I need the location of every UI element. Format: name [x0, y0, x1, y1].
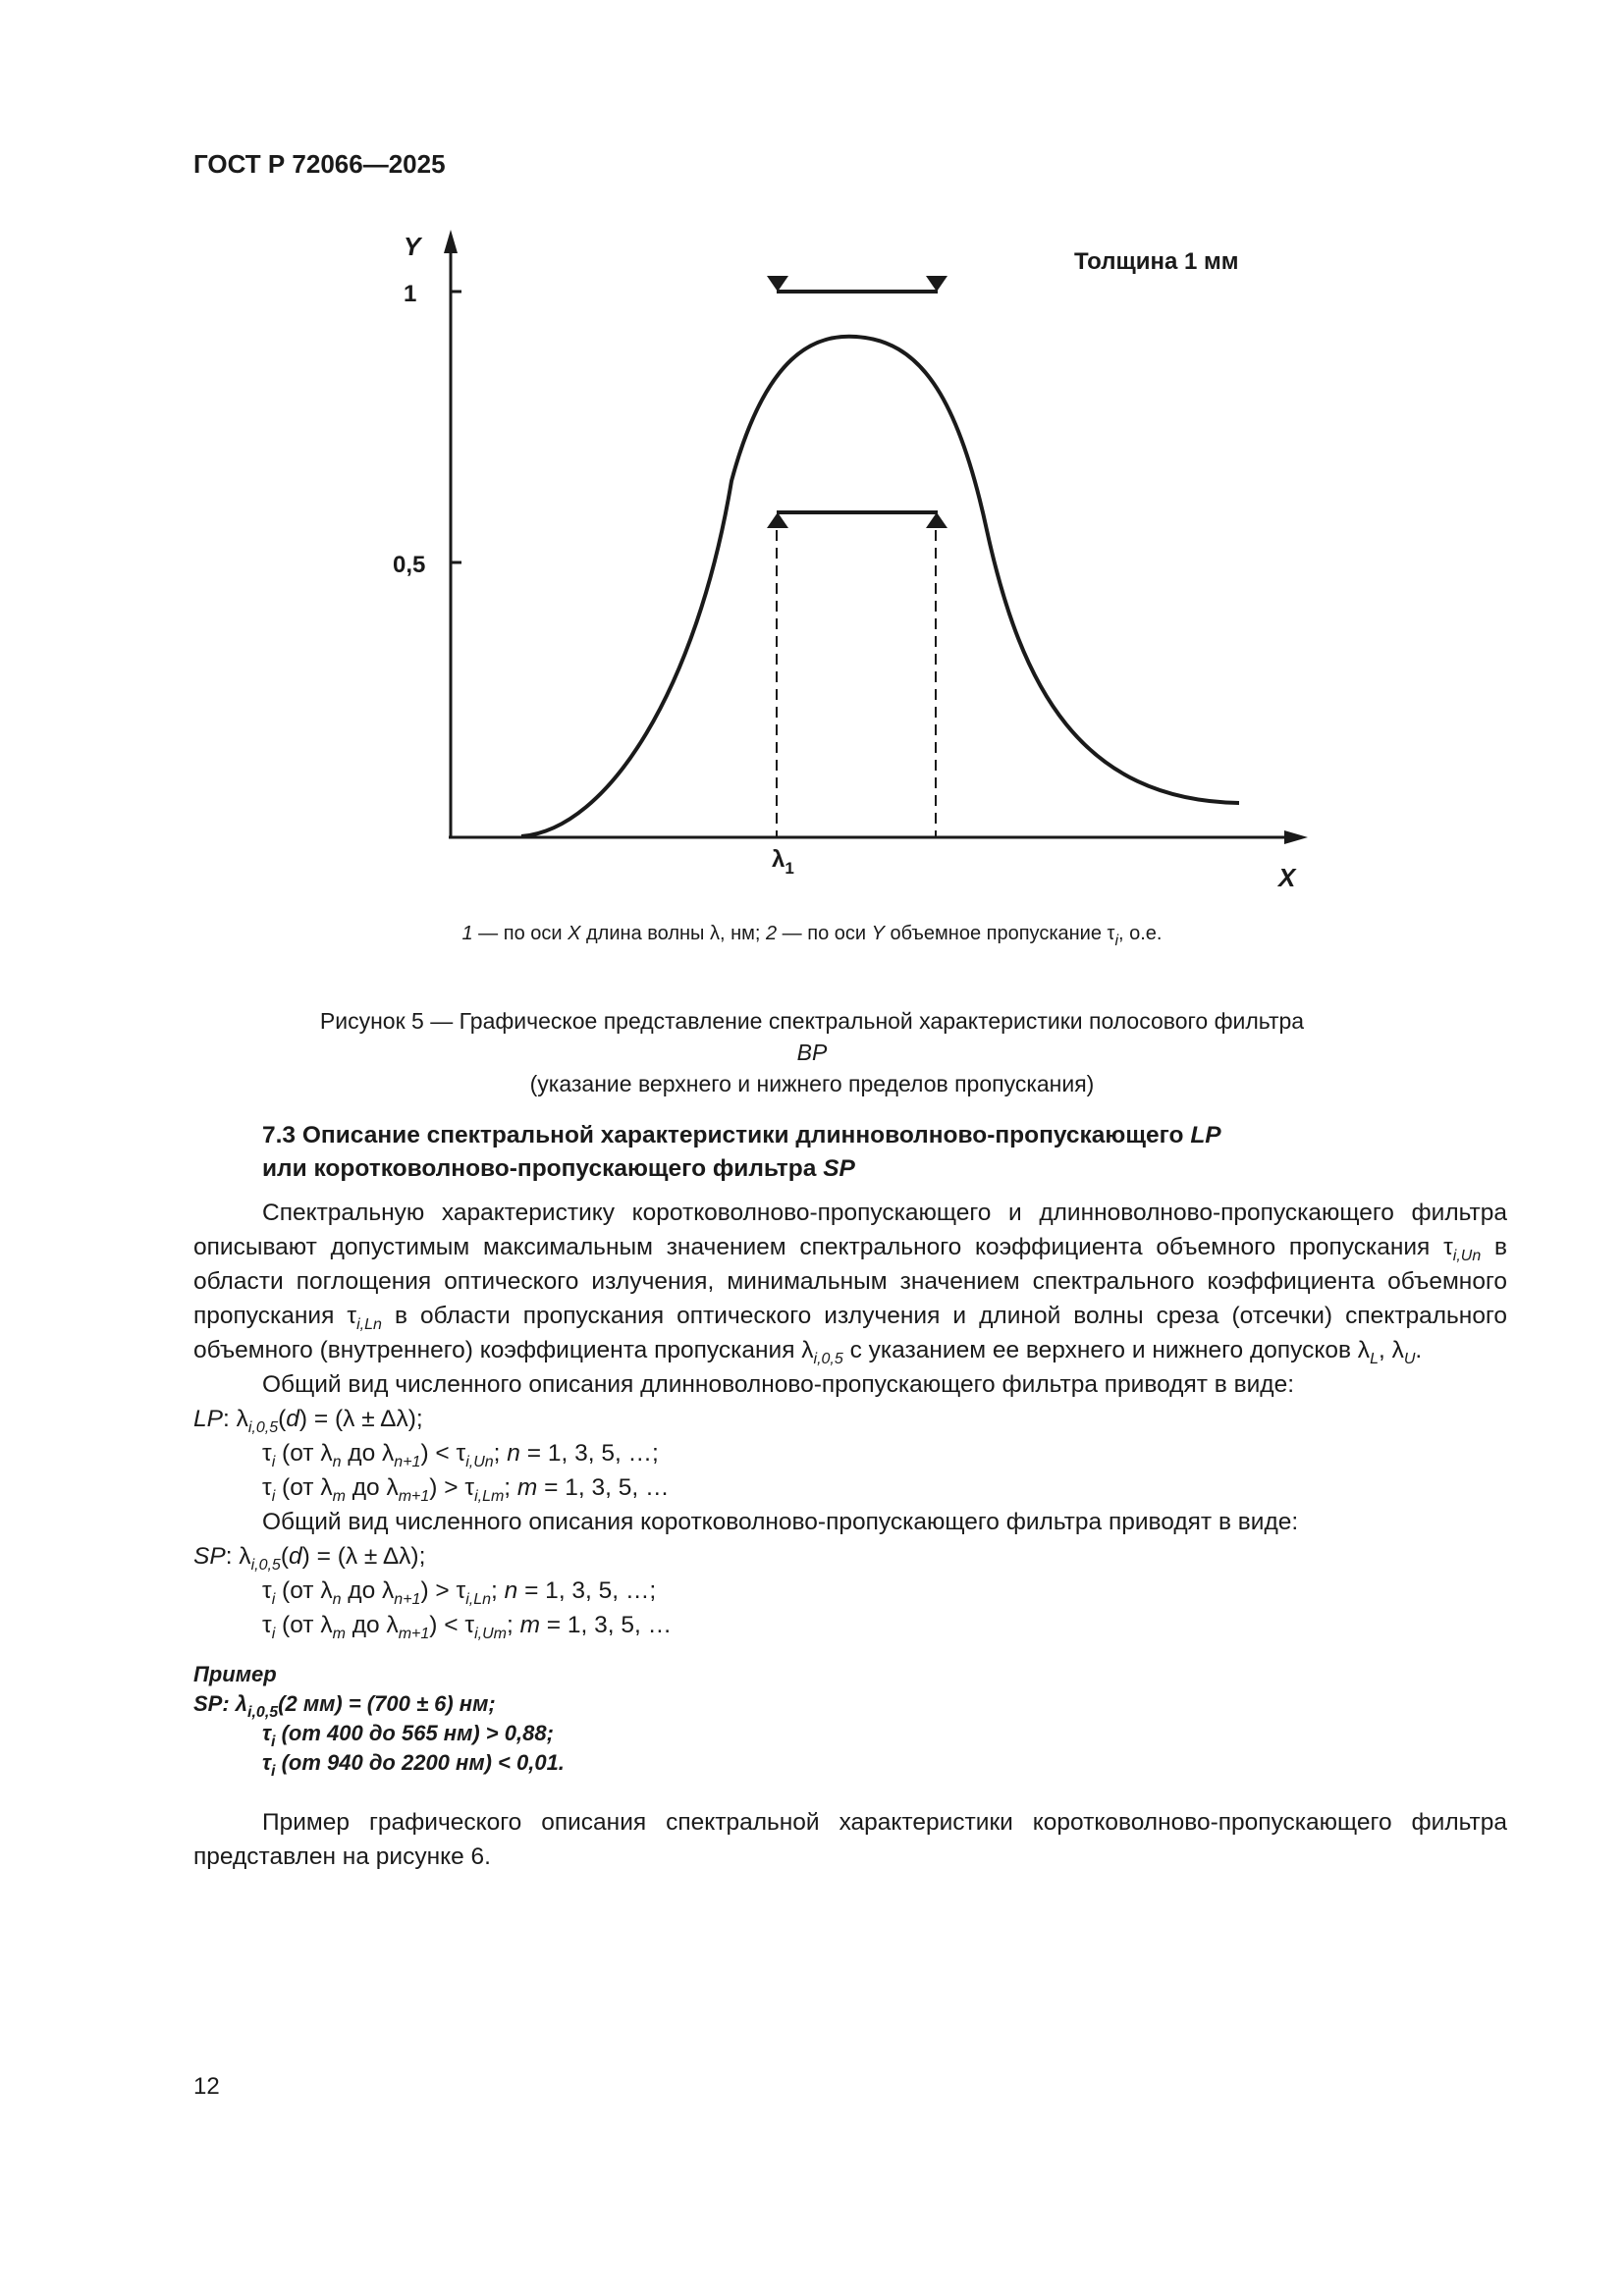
lower-limit-right-marker — [926, 512, 947, 528]
lp-formula: LP: $\lambda_{i,0,5}(d) = (\lambda \pm \Delta\lambda)$; — [193, 1406, 423, 1436]
transmission-curve — [521, 337, 1239, 836]
sp-condition-2: $\tau_i$ (от $\lambda_m$ до $\lambda_{m+1}) < \tau_{i,Um}$; m = 1, 3, 5, … — [262, 1612, 673, 1642]
upper-limit-right-marker — [926, 276, 947, 292]
document-header: ГОСТ Р 72066—2025 — [193, 149, 446, 179]
lower-limit-left-marker — [767, 512, 788, 528]
lp-condition-2: $\tau_i$ (от $\lambda_m$ до $\lambda_{m+1}) > \tau_{i,Lm}$; m = 1, 3, 5, … — [262, 1474, 670, 1505]
upper-limit-left-marker — [767, 276, 788, 292]
caption-line-1: Рисунок 5 — Графическое представление спектральной характеристики полосового фильтра BP — [319, 1008, 1305, 1065]
section-heading: 7.3 Описание спектральной характеристики длинноволново-пропускающего LP или коротковолново-пропускающего фильтра SP — [262, 1122, 1221, 1182]
x-axis-label: X — [1278, 863, 1296, 892]
figure-caption — [245, 1005, 1379, 1099]
y-tick-1-label: 1 — [404, 281, 417, 307]
example-title: Пример — [193, 1662, 277, 1686]
y-axis-label: Y — [404, 232, 421, 261]
paragraph-final: Пример графического описания спектральной характеристики коротковолново-пропускающего фильтра представлен на рисунке 6. — [193, 1809, 1507, 1870]
lp-condition-1: $\tau_i$ (от $\lambda_n$ до $\lambda_{n+1}) < \tau_{i,Un}$; n = 1, 3, 5, …; — [262, 1440, 659, 1470]
lp-intro: Общий вид численного описания длинноволново-пропускающего фильтра приводят в виде: — [262, 1371, 1294, 1398]
sp-formula: SP: $\lambda_{i,0,5}(d) = (\lambda \pm \Delta\lambda)$; — [193, 1543, 426, 1574]
example-condition-2: $\tau_i$ (от 940 до 2200 нм) < 0,01. — [262, 1750, 565, 1780]
example-condition-1: $\tau_i$ (от 400 до 565 нм) > 0,88; — [262, 1721, 554, 1750]
page-number: 12 — [193, 2073, 220, 2100]
caption-line-2: (указание верхнего и нижнего пределов пропускания) — [529, 1071, 1095, 1096]
y-tick-half-label: 0,5 — [393, 552, 426, 578]
figure-legend: 1 — по оси X длина волны λ, нм; 2 — по оси Y объемное пропускание $\tau_i$, о.е. — [461, 923, 1163, 949]
bandpass-filter-figure — [0, 0, 1624, 982]
sp-intro: Общий вид численного описания коротковолново-пропускающего фильтра приводят в виде: — [262, 1509, 1299, 1535]
sp-condition-1: $\tau_i$ (от $\lambda_n$ до $\lambda_{n+1}) > \tau_{i,Ln}$; n = 1, 3, 5, …; — [262, 1577, 657, 1608]
example-formula: SP: $\lambda_{i,0,5}(2$ мм) = (700 ± 6) нм; — [193, 1691, 496, 1721]
y-axis-arrow — [444, 230, 458, 253]
thickness-label: Толщина 1 мм — [1074, 248, 1239, 275]
paragraph-description: Спектральную характеристику коротковолново-пропускающего и длинноволново-пропускающего фильтра описывают допустимым максимальным значением спектрального коэффициента объемного пропускания $\tau_{i,Un}$ в области поглощения оптического излучения, минимальным значением спектрального коэффициента объемного пропускания $\tau_{i,Ln}$ в области пропускания оптического излучения и длиной волны среза (отсечки) спектрального объемного (внутреннего) коэффициента пропускания $\lambda_{i,0,5}$ с указанием ее верхнего и нижнего допусков $\lambda_L$, $\lambda_U$. — [193, 1200, 1508, 1367]
example-block — [193, 1660, 1507, 1778]
document-body — [193, 1119, 1507, 1874]
x-tick-lambda-label: $\lambda_1$ — [772, 846, 794, 878]
x-axis-arrow — [1284, 830, 1308, 844]
